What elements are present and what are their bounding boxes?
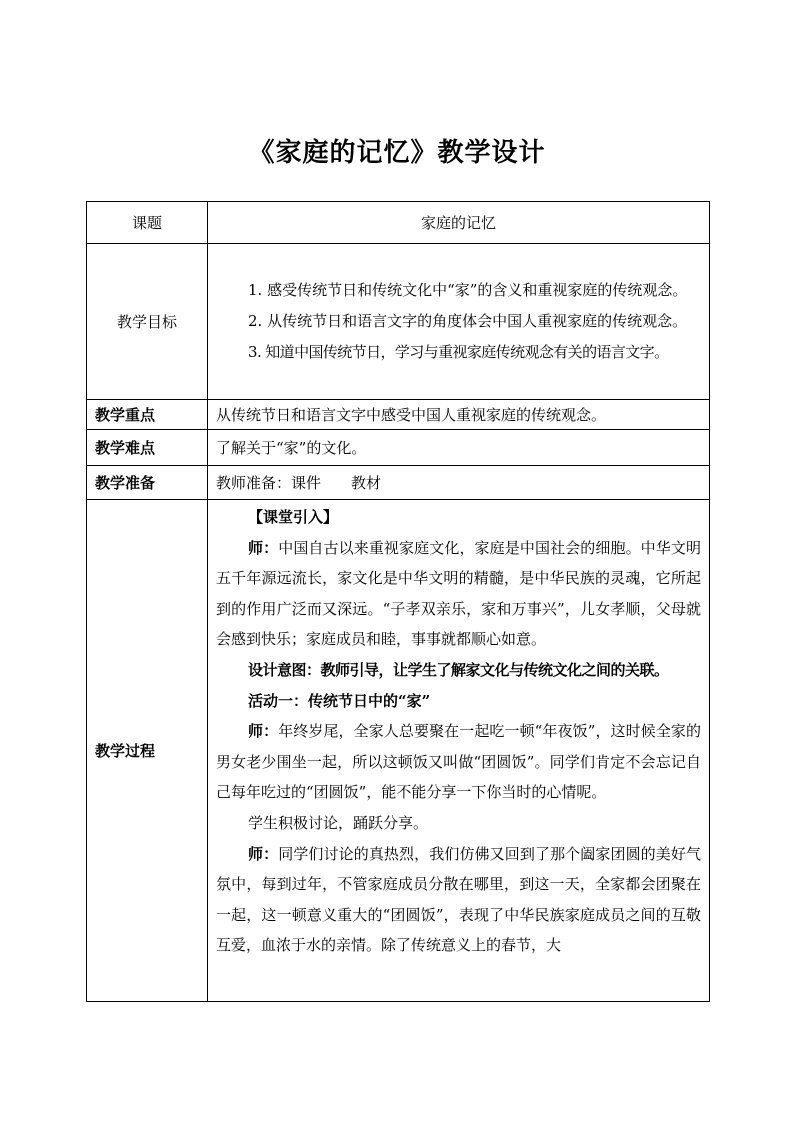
process-label: 教学过程 [87,500,208,1002]
topic-label: 课题 [87,202,208,244]
difficulty-label: 教学难点 [87,430,208,466]
activity-heading: 活动一：传统节日中的“家” [248,691,431,710]
preparation-value: 教师准备：课件 教材 [208,466,710,500]
goals-label: 教学目标 [87,244,208,400]
paragraph-text: 年终岁尾，全家人总要聚在一起吃一顿“年夜饭”，这时候全家的男女老少围坐一起，所以这顿饭又叫做“团圆饭”。同学们肯定不会忘记自己每年吃过的“团圆饭”，能不能分享一下你当时的心情呢。 [216,722,701,802]
row-key-point [87,400,710,430]
goal-item: 3. 知道中国传统节日，学习与重视家庭传统观念有关的语言文字。 [248,343,669,361]
process-content [208,500,710,1002]
process-paragraph [216,533,701,655]
key-point-label: 教学重点 [87,400,208,430]
row-preparation [87,466,710,500]
design-intent: 设计意图：教师引导，让学生了解家文化与传统文化之间的关联。 [248,660,669,679]
speaker-teacher: 师： [248,844,279,863]
process-paragraph: 学生积极讨论，踊跃分享。 [248,813,429,832]
row-goals [87,244,710,400]
key-point-value: 从传统节日和语言文字中感受中国人重视家庭的传统观念。 [208,400,710,430]
row-topic [87,202,710,244]
goal-item: 1. 感受传统节日和传统文化中“家”的含义和重视家庭的传统观念。 [248,281,688,299]
process-paragraph [216,839,701,961]
paragraph-text: 同学们讨论的真热烈，我们仿佛又回到了那个阖家团圆的美好气氛中，每到过年，不管家庭成员分散在哪里，到这一天，全家都会团聚在一起，这一顿意义重大的“团圆饭”，表现了中华民族家庭成员之间的互敬互爱，血浓于水的亲情。除了传统意义上的春节，大 [216,844,701,955]
paragraph-text: 中国自古以来重视家庭文化，家庭是中国社会的细胞。中华文明五千年源远流长，家文化是中华文明的精髓，是中华民族的灵魂，它所起到的作用广泛而又深远。“子孝双亲乐，家和万事兴”，儿女孝顺，父母就会感到快乐；家庭成员和睦，事事就都顺心如意。 [216,538,701,649]
lesson-plan-table [86,201,710,1002]
row-process [87,500,710,1002]
speaker-teacher: 师： [248,722,279,741]
difficulty-value: 了解关于“家”的文化。 [208,430,710,466]
preparation-label: 教学准备 [87,466,208,500]
intro-heading: 【课堂引入】 [248,508,339,526]
topic-value: 家庭的记忆 [208,202,710,244]
page-title: 《家庭的记忆》教学设计 [248,138,546,168]
goals-content [208,244,710,400]
process-paragraph [216,716,701,808]
speaker-teacher: 师： [248,538,279,557]
row-difficulty [87,430,710,466]
goal-item: 2. 从传统节日和语言文字的角度体会中国人重视家庭的传统观念。 [248,312,688,330]
